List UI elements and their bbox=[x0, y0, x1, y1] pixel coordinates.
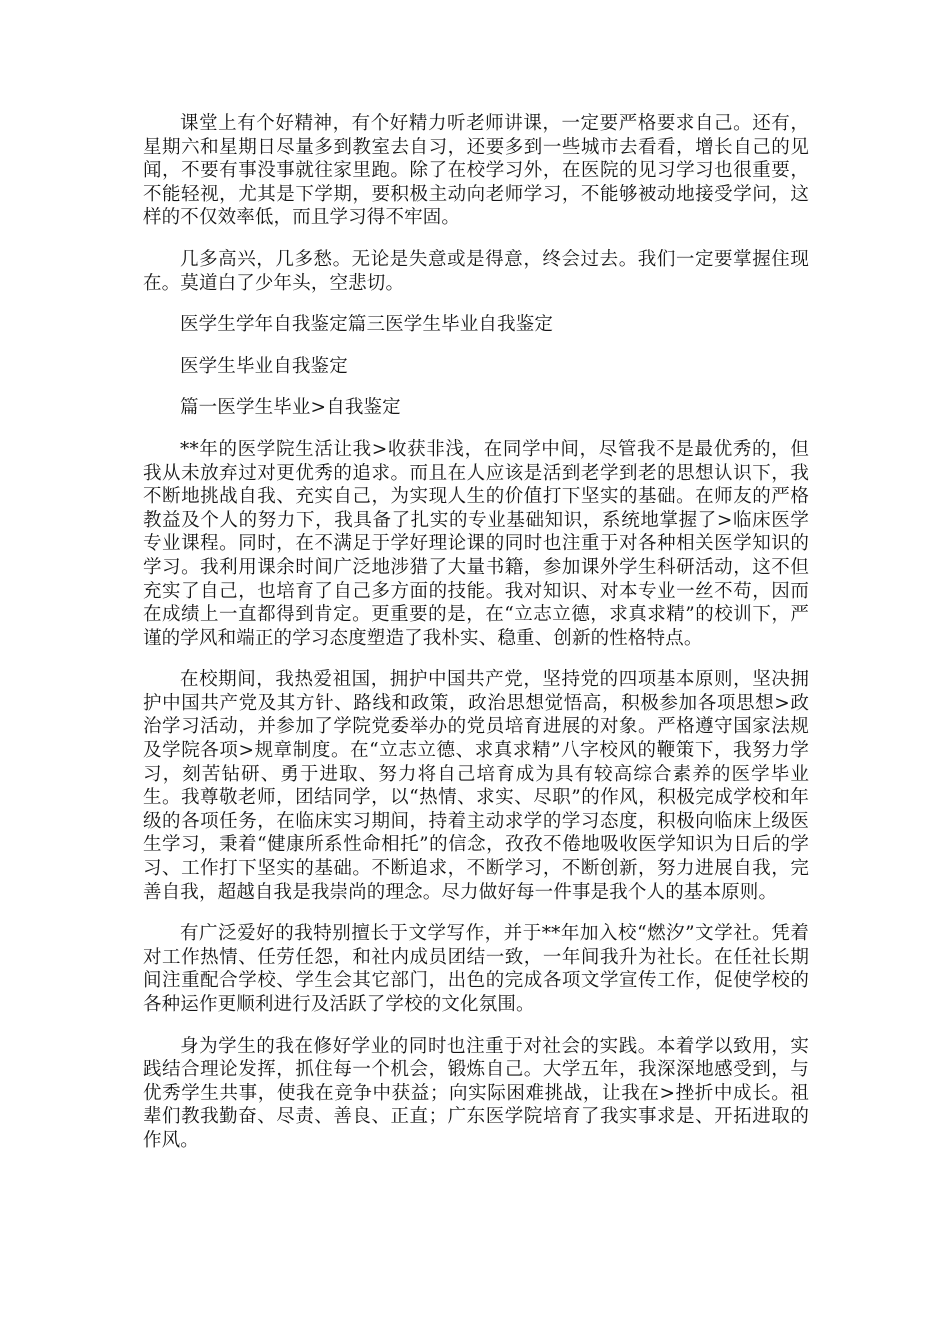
paragraph-reflection: 几多高兴，几多愁。无论是失意或是得意，终会过去。我们一定要掌握住现在。莫道白了少年头，空悲切。 bbox=[143, 248, 809, 294]
paragraph-academic: **年的医学院生活让我>收获非浅，在同学中间，尽管我不是最优秀的，但我从未放弃过对更优秀的追求。而且在人应该是活到老学到老的思想认识下，我不断地挑战自我、充实自己，为实现人生的价值打下坚实的基础。在师友的严格教益及个人的努力下，我具备了扎实的专业基础知识，系统地掌握了>临床医学专业课程。同时，在不满足于学好理论课的同时也注重于对各种相关医学知识的学习。我利用课余时间广泛地涉猎了大量书籍，参加课外学生科研活动，这不但充实了自己，也培育了自己多方面的技能。我对知识、对本专业一丝不苟，因而在成绩上一直都得到肯定。更重要的是，在“立志立德，求真求精”的校训下，严谨的学风和端正的学习态度塑造了我朴实、稳重、创新的性格特点。 bbox=[143, 438, 809, 649]
paragraph-social-practice: 身为学生的我在修好学业的同时也注重于对社会的实践。本着学以致用，实践结合理论发挥，抓住每一个机会，锻炼自己。大学五年，我深深地感受到，与优秀学生共事，使我在竞争中获益；向实际困难挑战，让我在>挫折中成长。祖辈们教我勤奋、尽责、善良、正直；广东医学院培育了我实事求是、开拓进取的作风。 bbox=[143, 1035, 809, 1151]
paragraph-political: 在校期间，我热爱祖国，拥护中国共产党，坚持党的四项基本原则，坚决拥护中国共产党及其方针、路线和政策，政治思想觉悟高，积极参加各项思想>政治学习活动，并参加了学院党委举办的党员培育进展的对象。严格遵守国家法规及学院各项>规章制度。在“立志立德、求真求精”八字校风的鞭策下，我努力学习，刻苦钻研、勇于进取、努力将自己培育成为具有较高综合素养的医学毕业生。我尊敬老师，团结同学，以“热情、求实、尽职”的作风，积极完成学校和年级的各项任务，在临床实习期间，持着主动求学的学习态度，积极向临床上级医生学习，秉着“健康所系性命相托”的信念，孜孜不倦地吸收医学知识为日后的学习、工作打下坚实的基础。不断追求，不断学习，不断创新，努力进展自我，完善自我，超越自我是我崇尚的理念。尽力做好每一件事是我个人的基本原则。 bbox=[143, 669, 809, 903]
paragraph-literary-club: 有广泛爱好的我特别擅长于文学写作，并于**年加入校“燃汐”文学社。凭着对工作热情、任劳任怨，和社内成员团结一致，一年间我升为社长。在任社长期间注重配合学校、学生会其它部门，出色的完成各项文学宣传工作，促使学校的各种运作更顺利进行及活跃了学校的文化氛围。 bbox=[143, 923, 809, 1015]
chapter-title: 篇一医学生毕业>自我鉴定 bbox=[180, 397, 401, 419]
paragraph-study-advice: 课堂上有个好精神，有个好精力听老师讲课，一定要严格要求自己。还有，星期六和星期日尽量多到教室去自习，还要多到一些城市去看看，增长自己的见闻，不要有事没事就往家里跑。除了在校学习外，在医院的见习学习也很重要，不能轻视，尤其是下学期，要积极主动向老师学习，不能够被动地接受学问，这样的不仅效率低，而且学习得不牢固。 bbox=[143, 113, 809, 229]
section-title: 医学生学年自我鉴定篇三医学生毕业自我鉴定 bbox=[180, 314, 554, 336]
subsection-title: 医学生毕业自我鉴定 bbox=[180, 355, 348, 377]
document-body bbox=[143, 112, 809, 1171]
